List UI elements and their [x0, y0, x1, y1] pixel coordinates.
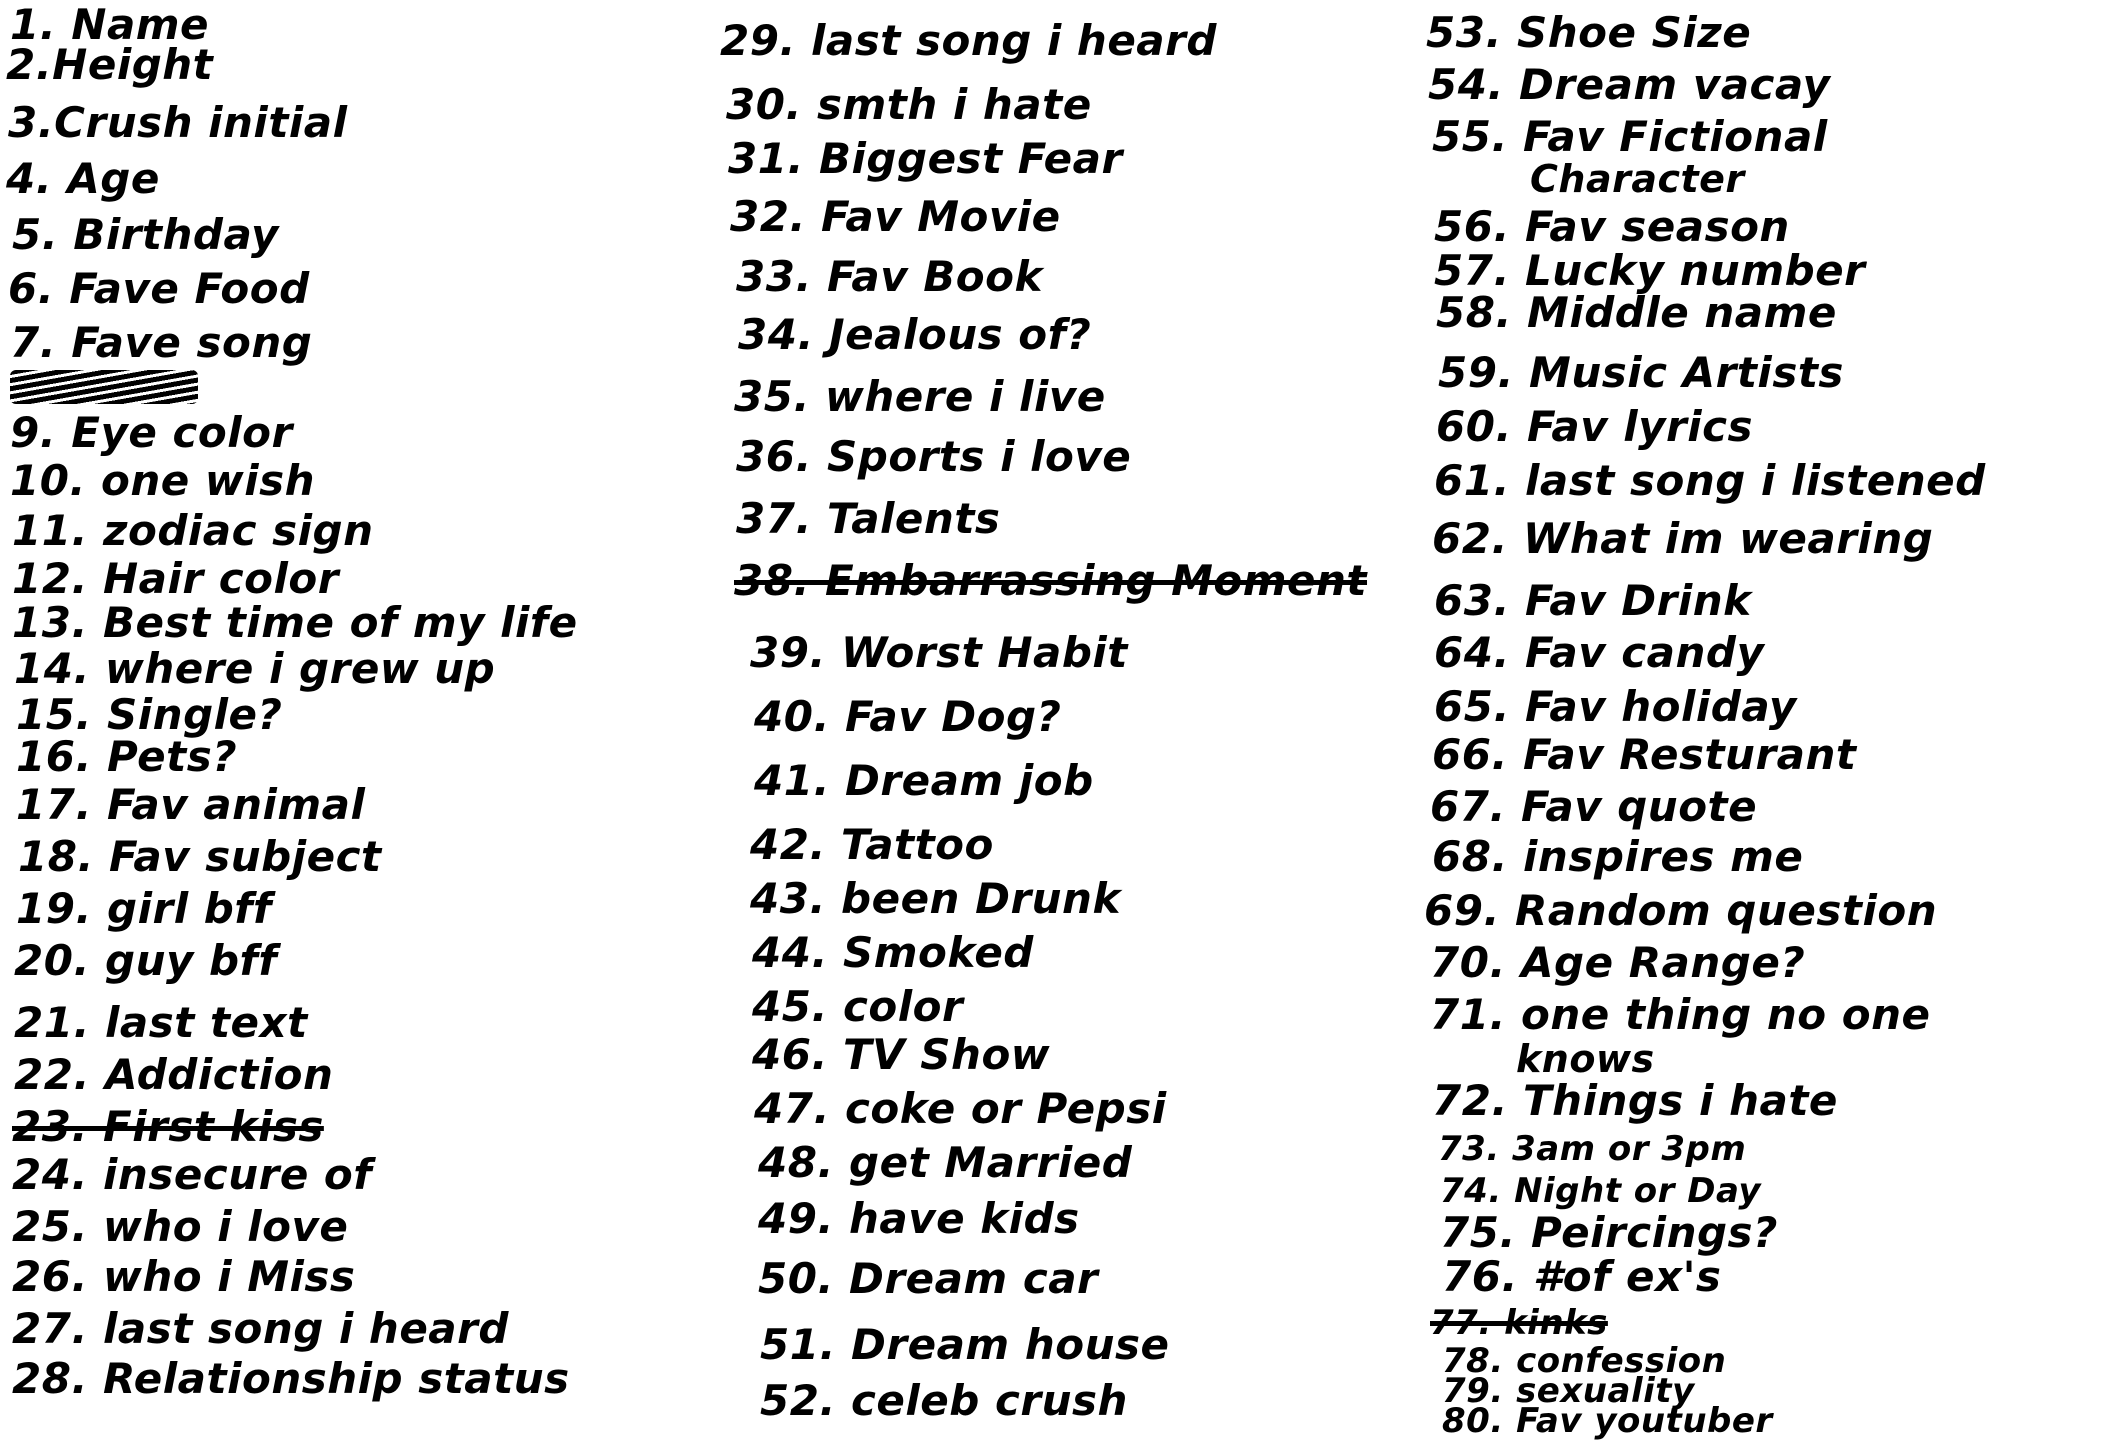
- question-item: 73. 3am or 3pm: [1438, 1129, 1747, 1169]
- question-item: 11. zodiac sign: [12, 506, 374, 555]
- question-item: 16. Pets?: [16, 732, 238, 781]
- question-item: 12. Hair color: [12, 554, 339, 603]
- question-item: 62. What im wearing: [1432, 514, 1934, 563]
- question-item: 31. Biggest Fear: [728, 134, 1123, 183]
- question-item: 59. Music Artists: [1438, 348, 1844, 397]
- question-item: 63. Fav Drink: [1434, 576, 1752, 625]
- question-item: 46. TV Show: [752, 1030, 1051, 1079]
- question-item: 40. Fav Dog?: [754, 692, 1062, 741]
- question-item: 6. Fave Food: [8, 264, 310, 313]
- question-item: 33. Fav Book: [736, 252, 1043, 301]
- question-item: 56. Fav season: [1434, 202, 1790, 251]
- question-column-1: [0, 0, 700, 1440]
- question-item: 68. inspires me: [1432, 832, 1804, 881]
- question-item: 14. where i grew up: [14, 644, 496, 693]
- question-item: 5. Birthday: [12, 210, 279, 259]
- question-item: 34. Jealous of?: [738, 310, 1092, 359]
- question-item: 72. Things i hate: [1432, 1076, 1838, 1125]
- question-item: 79. sexuality: [1442, 1371, 1695, 1411]
- question-item: 61. last song i listened: [1434, 456, 1986, 505]
- question-item: 44. Smoked: [752, 928, 1034, 977]
- question-item: 69. Random question: [1424, 886, 1938, 935]
- question-item: 47. coke or Pepsi: [754, 1084, 1167, 1133]
- question-item: 21. last text: [14, 998, 308, 1047]
- question-item: 57. Lucky number: [1434, 246, 1866, 295]
- question-item: 36. Sports i love: [736, 432, 1132, 481]
- question-item: 76. #of ex's: [1442, 1252, 1722, 1301]
- question-item: 78. confession: [1442, 1341, 1727, 1381]
- question-item: 66. Fav Resturant: [1432, 730, 1857, 779]
- question-item: 2.Height: [6, 40, 214, 89]
- question-item: 9. Eye color: [10, 408, 293, 457]
- question-item: 48. get Married: [758, 1138, 1133, 1187]
- question-item: 35. where i live: [734, 372, 1106, 421]
- question-item: 3.Crush initial: [8, 98, 348, 147]
- question-item: 60. Fav lyrics: [1436, 402, 1754, 451]
- question-item: 50. Dream car: [758, 1254, 1099, 1303]
- question-item-continuation: Character: [1530, 157, 1745, 201]
- question-item: 49. have kids: [758, 1194, 1080, 1243]
- question-column-3: [1420, 0, 2120, 1440]
- question-item: 10. one wish: [10, 456, 315, 505]
- question-item: 26. who i Miss: [12, 1252, 356, 1301]
- question-item: 17. Fav animal: [16, 780, 366, 829]
- question-item-crossed-out: 23. First kiss: [12, 1102, 324, 1151]
- question-item-crossed-out: 77. kinks: [1430, 1303, 1608, 1343]
- question-item: 29. last song i heard: [720, 16, 1217, 65]
- question-item: 4. Age: [6, 154, 160, 203]
- question-item: 41. Dream job: [754, 756, 1094, 805]
- question-item: 55. Fav Fictional: [1432, 112, 1828, 161]
- question-item: 28. Relationship status: [12, 1354, 570, 1403]
- scribbled-out-item: [10, 370, 198, 404]
- question-item: 30. smth i hate: [726, 80, 1092, 129]
- question-item: 74. Night or Day: [1440, 1171, 1762, 1211]
- question-item: 22. Addiction: [14, 1050, 334, 1099]
- question-item: 51. Dream house: [760, 1320, 1170, 1369]
- question-column-2: [720, 0, 1420, 1440]
- question-item: 71. one thing no one: [1430, 990, 1931, 1039]
- question-item: 54. Dream vacay: [1428, 60, 1831, 109]
- question-item: 24. insecure of: [12, 1150, 373, 1199]
- question-item: 13. Best time of my life: [12, 598, 578, 647]
- question-item: 64. Fav candy: [1434, 628, 1765, 677]
- question-item-crossed-out: 38. Embarrassing Moment: [734, 556, 1368, 605]
- question-item: 80. Fav youtuber: [1442, 1401, 1773, 1441]
- question-item: 75. Peircings?: [1440, 1208, 1778, 1257]
- question-item: 19. girl bff: [16, 884, 272, 933]
- question-item: 42. Tattoo: [750, 820, 994, 869]
- question-item: 70. Age Range?: [1430, 938, 1806, 987]
- question-item: 43. been Drunk: [750, 874, 1121, 923]
- question-item: 15. Single?: [16, 690, 283, 739]
- question-item: 39. Worst Habit: [750, 628, 1128, 677]
- question-item: 53. Shoe Size: [1426, 8, 1752, 57]
- question-item: 37. Talents: [736, 494, 1001, 543]
- question-item-continuation: knows: [1516, 1037, 1655, 1081]
- question-item: 67. Fav quote: [1430, 782, 1758, 831]
- question-item: 25. who i love: [12, 1202, 349, 1251]
- question-item: 1. Name: [10, 0, 210, 49]
- question-item: 45. color: [752, 982, 964, 1031]
- question-item: 20. guy bff: [14, 936, 278, 985]
- question-item: 32. Fav Movie: [730, 192, 1061, 241]
- question-item: 7. Fave song: [10, 318, 313, 367]
- question-item: 58. Middle name: [1436, 288, 1837, 337]
- question-item: 52. celeb crush: [760, 1376, 1128, 1425]
- question-item: 18. Fav subject: [18, 832, 382, 881]
- question-item: 65. Fav holiday: [1434, 682, 1797, 731]
- question-item: 27. last song i heard: [12, 1304, 509, 1353]
